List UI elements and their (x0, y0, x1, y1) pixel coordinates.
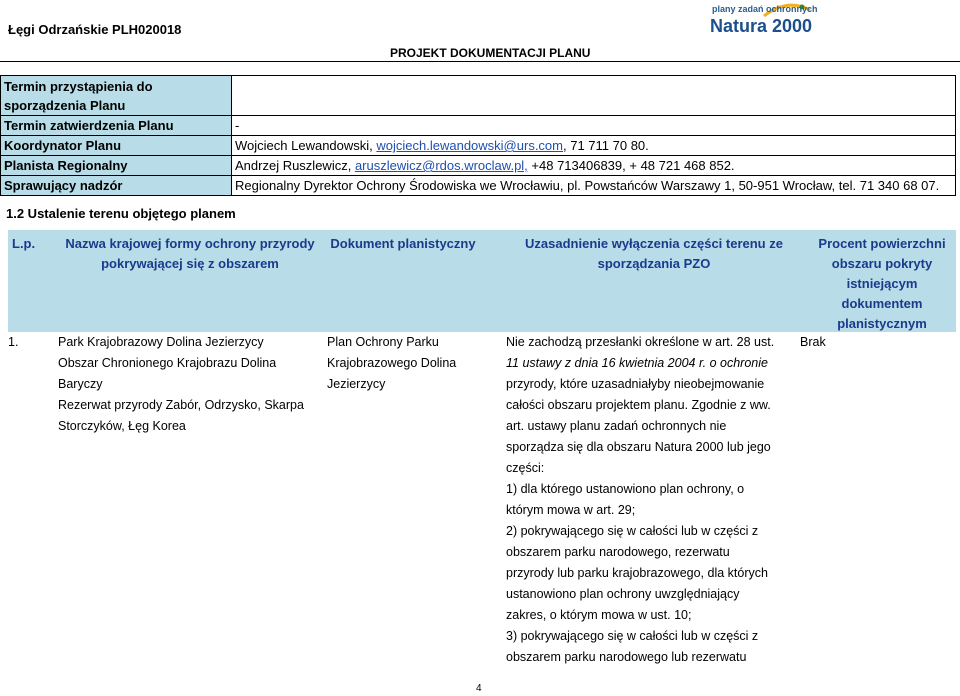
coordinator-phone: , 71 711 70 80. (563, 138, 649, 153)
document-line: Plan Ochrony Parku (327, 335, 439, 349)
logo-caption: plany zadań ochronnych (712, 4, 818, 14)
row-document (327, 332, 497, 395)
reason-line: 1) dla którego ustanowiono plan ochrony, o (506, 482, 745, 496)
header-document: Dokument planistyczny (330, 236, 476, 251)
info-row (1, 116, 956, 136)
reason-line: którym mowa w art. 29; (506, 503, 636, 517)
protection-form-name: Storczyków, Łęg Korea (58, 419, 186, 433)
info-row (1, 156, 956, 176)
header-reason: Uzasadnienie wyłączenia części terenu ze sporządzania PZO (525, 236, 783, 271)
info-label-line: sporządzenia Planu (4, 97, 126, 113)
info-label: Planista Regionalny (1, 156, 232, 176)
reason-line: 2) pokrywającego się w całości lub w części z (506, 524, 759, 538)
table-header (8, 230, 956, 332)
info-label: Sprawujący nadzór (1, 176, 232, 196)
section-heading: 1.2 Ustalenie terenu objętego planem (6, 206, 236, 221)
row-lp: 1. (8, 335, 19, 349)
info-value: - (232, 116, 956, 136)
info-row (1, 176, 956, 196)
reason-line: 3) pokrywającego się w całości lub w części z (506, 629, 759, 643)
protection-form-name: Rezerwat przyrody Zabór, Odrzysko, Skarpa (58, 398, 304, 412)
protection-form-name: Baryczy (58, 377, 103, 391)
coordinator-email-link[interactable]: wojciech.lewandowski@urs.com (376, 138, 563, 153)
document-title: Łęgi Odrzańskie PLH020018 (8, 22, 182, 37)
reason-line: ustanowiono plan ochrony uwzględniający (506, 587, 740, 601)
logo-wordmark: Natura 2000 (710, 16, 813, 36)
planner-phone: +48 713406839, + 48 721 468 852. (527, 158, 735, 173)
info-value (232, 136, 956, 156)
reason-line: całości obszaru projektem planu. Zgodnie z ww. (506, 398, 771, 412)
protection-form-name: Park Krajobrazowy Dolina Jezierzycy (58, 335, 264, 349)
info-row (1, 76, 956, 116)
document-subtitle: PROJEKT DOKUMENTACJI PLANU (390, 46, 591, 60)
row-percent: Brak (800, 335, 826, 349)
reason-line: przyrody lub parku krajobrazowego, dla których (506, 566, 768, 580)
row-reason (506, 332, 798, 668)
planner-name: Andrzej Ruszlewicz, (235, 158, 355, 173)
header-lp: L.p. (12, 236, 36, 251)
reason-line: przyrody, które uzasadniałyby nieobejmowanie (506, 377, 765, 391)
row-names (58, 332, 318, 437)
reason-line: art. ustawy planu zadań ochronnych nie (506, 419, 727, 433)
info-label (1, 76, 232, 116)
reason-line: sporządza się dla obszaru Natura 2000 lub jego (506, 440, 771, 454)
protection-form-name: Obszar Chronionego Krajobrazu Dolina (58, 356, 277, 370)
info-label: Koordynator Planu (1, 136, 232, 156)
info-value: Regionalny Dyrektor Ochrony Środowiska we Wrocławiu, pl. Powstańców Warszawy 1, 50-951 Wrocław, tel. 71 340 68 07. (232, 176, 956, 196)
document-line: Jezierzycy (327, 377, 386, 391)
header-name: Nazwa krajowej formy ochrony przyrody pokrywającej się z obszarem (65, 236, 315, 271)
reason-line: obszarem parku narodowego, rezerwatu (506, 545, 730, 559)
reason-line: obszarem parku narodowego lub rezerwatu (506, 650, 747, 664)
reason-line: 11 ustawy z dnia 16 kwietnia 2004 r. o ochronie (506, 356, 768, 370)
planner-email-link[interactable]: aruszlewicz@rdos.wroclaw.pl, (354, 158, 528, 173)
info-label-line: Termin przystąpienia do (4, 78, 153, 94)
reason-line: zakres, o którym mowa w ust. 10; (506, 608, 692, 622)
header-percent: Procent powierzchni obszaru pokryty istniejącym dokumentem planistycznym (818, 236, 946, 331)
reason-line: Nie zachodzą przesłanki określone w art. 28 ust. (506, 335, 775, 349)
page-number: 4 (476, 683, 482, 694)
info-label: Termin zatwierdzenia Planu (1, 116, 232, 136)
header-divider (0, 61, 960, 62)
reason-line: części: (506, 461, 545, 475)
plan-info-table (0, 75, 956, 196)
info-row (1, 136, 956, 156)
info-value (232, 76, 956, 116)
coordinator-name: Wojciech Lewandowski, (235, 138, 377, 153)
natura-2000-logo (700, 2, 818, 40)
document-line: Krajobrazowego Dolina (327, 356, 457, 370)
info-value (232, 156, 956, 176)
